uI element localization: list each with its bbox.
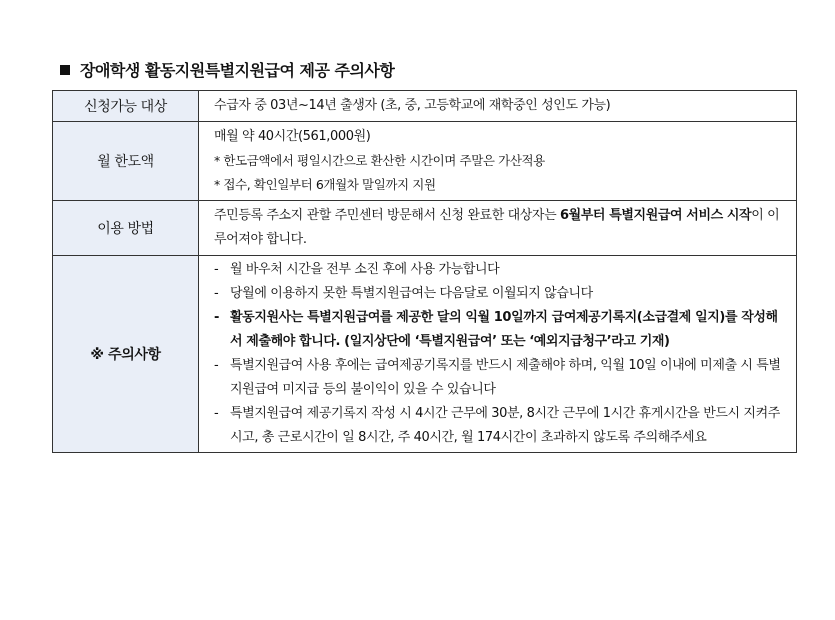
list-item bbox=[214, 306, 786, 354]
usage-value bbox=[199, 201, 797, 256]
caution-item-1: 월 바우처 시간을 전부 소진 후에 사용 가능합니다 bbox=[230, 262, 500, 277]
usage-text-b: 이 이루어져야 합니다. bbox=[214, 208, 780, 247]
cautions-list bbox=[199, 256, 797, 453]
cautions-label: ※ 주의사항 bbox=[53, 256, 199, 453]
dash-bullet: - bbox=[214, 286, 219, 301]
list-item bbox=[214, 402, 786, 450]
usage-text-bold: 6월부터 특별지원급여 서비스 시작 bbox=[559, 208, 752, 223]
usage-text-a: 주민등록 주소지 관할 주민센터 방문해서 신청 완료한 대상자는 bbox=[214, 208, 560, 223]
caution-item-5: 특별지원급여 제공기록지 작성 시 4시간 근무에 30분, 8시간 근무에 1시간 휴게시간을 반드시 지켜주시고, 총 근로시간이 일 8시간, 주 40시간, 월 174시간이 초과하지 않도록 주의해주세요 bbox=[230, 406, 780, 445]
caution-item-4: 특별지원급여 사용 후에는 급여제공기록지를 반드시 제출해야 하며, 익월 10일 이내에 미제출 시 특별지원급여 미지급 등의 불이익이 있을 수 있습니다 bbox=[230, 358, 781, 397]
dash-bullet: - bbox=[214, 262, 219, 277]
table-row-eligibility bbox=[53, 91, 797, 122]
table-row-monthly-limit bbox=[53, 122, 797, 201]
dash-bullet: - bbox=[214, 406, 219, 421]
notice-table bbox=[52, 90, 797, 453]
monthly-limit-value bbox=[199, 122, 797, 201]
list-item bbox=[214, 258, 786, 282]
list-item bbox=[214, 282, 786, 306]
monthly-limit-label: 월 한도액 bbox=[53, 122, 199, 201]
monthly-limit-note-1: * 한도금액에서 평일시간으로 환산한 시간이며 주말은 가산적용 bbox=[214, 153, 545, 168]
eligibility-label: 신청가능 대상 bbox=[53, 91, 199, 122]
dash-bullet: - bbox=[214, 310, 219, 325]
list-item bbox=[214, 354, 786, 402]
dash-bullet: - bbox=[214, 358, 219, 373]
table-row-cautions bbox=[53, 256, 797, 453]
monthly-limit-note-2: * 접수, 확인일부터 6개월차 말일까지 지원 bbox=[214, 177, 436, 192]
monthly-limit-main: 매월 약 40시간(561,000원) bbox=[214, 129, 371, 144]
usage-label: 이용 방법 bbox=[53, 201, 199, 256]
caution-item-2: 당월에 이용하지 못한 특별지원급여는 다음달로 이월되지 않습니다 bbox=[230, 286, 593, 301]
eligibility-value: 수급자 중 03년~14년 출생자 (초, 중, 고등학교에 재학중인 성인도 가능) bbox=[199, 91, 797, 122]
caution-item-3: 활동지원사는 특별지원급여를 제공한 달의 익월 10일까지 급여제공기록지(소급결제 일지)를 작성해서 제출해야 합니다. (일지상단에 ‘특별지원급여’ 또는 ‘예외지급청구’라고 기재) bbox=[230, 310, 778, 349]
section-title bbox=[60, 58, 394, 81]
square-bullet-icon bbox=[60, 65, 70, 75]
section-title-text: 장애학생 활동지원특별지원급여 제공 주의사항 bbox=[80, 61, 395, 80]
table-row-usage bbox=[53, 201, 797, 256]
